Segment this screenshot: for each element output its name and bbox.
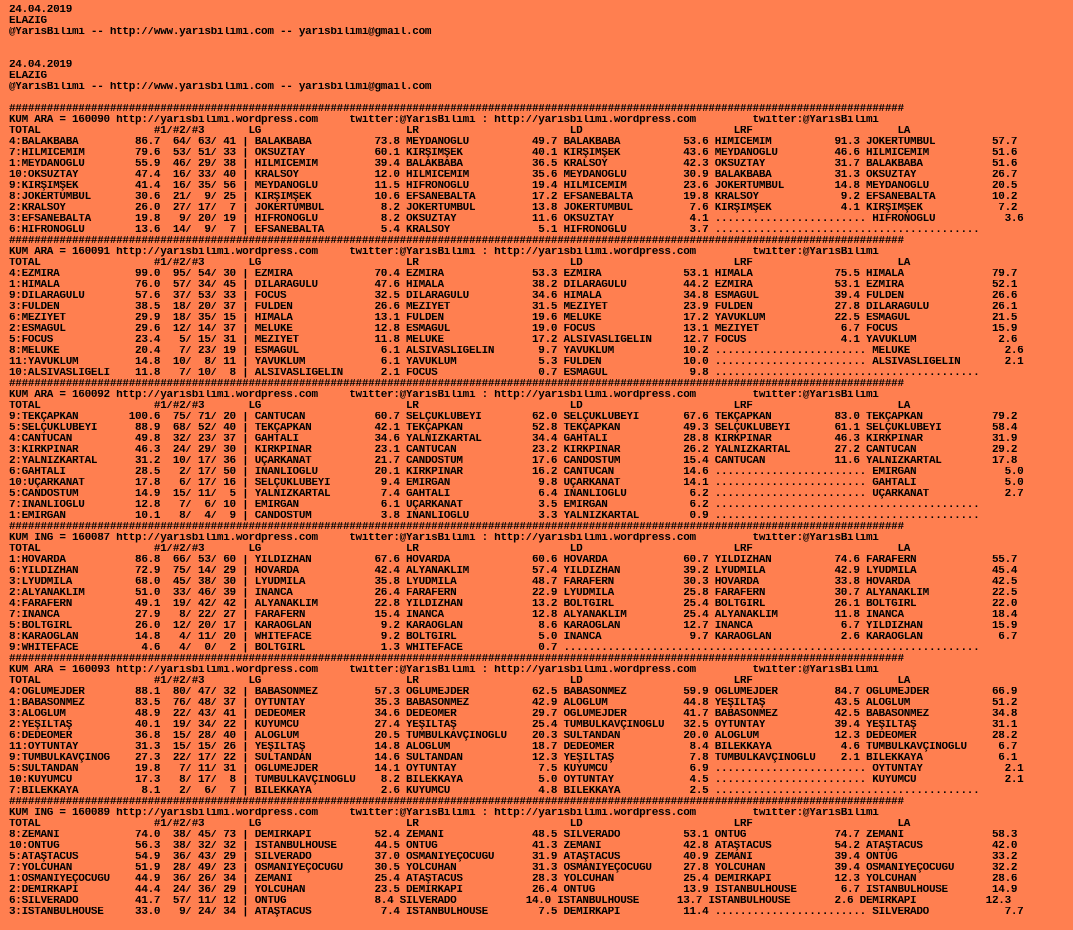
horse-row: 8:MELUKE 20.4 7/ 23/ 19 | ESMAGUL 6.1 ALSIVASLIGELİN 9.7 YAVUKLUM 10.2 ........................ MELUKE 2.6 <box>9 346 1024 357</box>
race-header: KUM ARA = 160090 http://yarisbilimi.wordpress.com twitter:@YarisBilimi : http://yarisbilimi.wordpress.com twitter:@YarisBilimi <box>9 115 879 126</box>
horse-row: 3:İSTANBULHOUSE 33.0 9/ 24/ 34 | ATAŞTACUS 7.4 İSTANBULHOUSE 7.5 DEMİRKAPI 11.4 ........................ SILVERADO 7.7 <box>9 907 1024 918</box>
report-line: ELAZIG <box>9 71 47 82</box>
race-header: KUM ING = 160087 http://yarisbilimi.wordpress.com twitter:@YarisBilimi : http://yarisbilimi.wordpress.com twitter:@YarisBilimi <box>9 533 879 544</box>
column-header: TOTAL #1/#2/#3 LG LR LD LRF LA <box>9 401 911 412</box>
horse-row: 9:TUMBULKAVÇİNOĞ 27.3 22/ 17/ 22 | SULTANDAN 14.6 SULTANDAN 12.3 YEŞİLTAŞ 7.8 TUMBULKAVÇİNOĞLU 2.1 BİLEKKAYA 6.1 <box>9 753 1018 764</box>
horse-row: 6:MEZİYET 29.9 18/ 35/ 15 | HİMALA 13.1 FULDEN 19.6 MELUKE 17.2 YAVUKLUM 22.5 ESMAGUL 21.5 <box>9 313 1018 324</box>
section-separator: ############################################################################################################################################## <box>9 104 904 115</box>
horse-row: 10:KUYUMCU 17.3 8/ 17/ 8 | TUMBULKAVÇİNOĞLU 8.2 BİLEKKAYA 5.0 OYTUNTAY 4.5 ........................ KUYUMCU 2.1 <box>9 775 1024 786</box>
report-line: 24.04.2019 <box>9 5 73 16</box>
horse-row: 5:FOCUS 23.4 5/ 15/ 31 | MEZİYET 11.8 MELUKE 17.2 ALSIVASLIGELİN 12.7 FOCUS 4.1 YAVUKLUM 2.6 <box>9 335 1018 346</box>
horse-row: 1:OSMANİYEÇOCUĞU 44.9 36/ 26/ 34 | ZEMANİ 25.4 ATAŞTACUS 28.3 YOLCUHAN 25.4 DEMİRKAPI 12.3 YOLCUHAN 28.6 <box>9 874 1018 885</box>
report-line: ELAZIG <box>9 16 47 27</box>
section-separator: ############################################################################################################################################## <box>9 797 904 808</box>
horse-row: 1:MEYDANOĞLU 55.9 46/ 29/ 38 | HİLMİCEMİM 39.4 BALAKBABA 36.5 KRALSOY 42.3 OKSÜZTAY 31.7 BALAKBABA 51.6 <box>9 159 1018 170</box>
horse-row: 3:FULDEN 38.5 18/ 20/ 37 | FULDEN 26.6 MEZİYET 31.5 MEZİYET 23.9 FULDEN 27.8 DİLARAGÜLÜ 26.1 <box>9 302 1018 313</box>
blank-line <box>9 38 1073 49</box>
horse-row: 7:YOLCUHAN 51.9 28/ 49/ 23 | OSMANİYEÇOCUĞU 30.5 YOLCUHAN 31.3 OSMANİYEÇOCUĞU 27.8 YOLCUHAN 39.4 OSMANİYEÇOCUĞU 32.2 <box>9 863 1018 874</box>
race-header: KUM ARA = 160093 http://yarisbilimi.wordpress.com twitter:@YarisBilimi : http://yarisbilimi.wordpress.com twitter:@YarisBilimi <box>9 665 879 676</box>
horse-row: 8:JOKERTUMBUL 30.6 21/ 9/ 25 | KIRŞIMŞEK 10.6 EFSANEBALTA 17.2 EFSANEBALTA 19.8 KRALSOY 9.2 EFSANEBALTA 10.2 <box>9 192 1018 203</box>
horse-row: 10:UÇARKANAT 17.8 6/ 17/ 16 | SELÇUKLUBEYİ 9.4 EMİRGAN 9.8 UÇARKANAT 14.1 ........................ GAHTALI 5.0 <box>9 478 1024 489</box>
horse-row: 5:SELÇUKLUBEYİ 88.9 68/ 52/ 40 | TEKÇAPKAN 42.1 TEKÇAPKAN 52.8 TEKÇAPKAN 49.3 SELÇUKLUBEYİ 61.1 SELÇUKLUBEYİ 58.4 <box>9 423 1018 434</box>
horse-row: 10:ALSIVASLIGELİ 11.8 7/ 10/ 8 | ALSIVASLIGELİN 2.1 FOCUS 0.7 ESMAGUL 9.8 .......................................... <box>9 368 980 379</box>
section-separator: ############################################################################################################################################## <box>9 236 904 247</box>
horse-row: 6:HİFRONOĞLU 13.6 14/ 9/ 7 | EFSANEBALTA 5.4 KRALSOY 5.1 HİFRONOĞLU 3.7 .......................................... <box>9 225 980 236</box>
horse-row: 4:EZMİRA 99.0 95/ 54/ 30 | EZMİRA 70.4 EZMİRA 53.3 EZMİRA 53.1 HİMALA 75.5 HİMALA 79.7 <box>9 269 1018 280</box>
race-header: KUM ARA = 160092 http://yarisbilimi.wordpress.com twitter:@YarisBilimi : http://yarisbilimi.wordpress.com twitter:@YarisBilimi <box>9 390 879 401</box>
horse-row: 2:ESMAGUL 29.6 12/ 14/ 37 | MELUKE 12.8 ESMAGUL 19.0 FOCUS 13.1 MEZİYET 6.7 FOCUS 15.9 <box>9 324 1018 335</box>
horse-row: 5:CANDOSTUM 14.9 15/ 11/ 5 | YALNIZKARTAL 7.4 GAHTALI 6.4 İNANLIOĞLU 6.2 ........................ UÇARKANAT 2.7 <box>9 489 1024 500</box>
horse-row: 8:ZEMANİ 74.0 38/ 45/ 73 | DEMİRKAPI 52.4 ZEMANİ 48.5 SILVERADO 53.1 ONTUĞ 74.7 ZEMANİ 58.3 <box>9 830 1018 841</box>
horse-row: 5:BOLTGIRL 26.0 12/ 20/ 17 | KARAOĞLAN 9.2 KARAOĞLAN 8.6 KARAOĞLAN 12.7 İNANCA 6.7 YILDIZHAN 15.9 <box>9 621 1018 632</box>
horse-row: 6:DEDEÖMER 36.8 15/ 28/ 40 | ALOGLUM 20.5 TUMBULKAVÇİNOĞLU 20.3 SULTANDAN 20.0 ALOGLUM 12.3 DEDEÖMER 28.2 <box>9 731 1018 742</box>
horse-row: 3:EFSANEBALTA 19.8 9/ 20/ 19 | HİFRONOĞLU 8.2 OKSÜZTAY 11.6 OKSÜZTAY 4.1 ........................ HİFRONOĞLU 3.6 <box>9 214 1024 225</box>
column-header: TOTAL #1/#2/#3 LG LR LD LRF LA <box>9 819 911 830</box>
column-header: TOTAL #1/#2/#3 LG LR LD LRF LA <box>9 544 911 555</box>
horse-row: 11:OYTUNTAY 31.3 15/ 15/ 26 | YEŞİLTAŞ 14.8 ALOGLUM 18.7 DEDEÖMER 8.4 BİLEKKAYA 4.6 TUMBULKAVÇİNOĞLU 6.7 <box>9 742 1018 753</box>
horse-row: 1:EMİRGAN 10.1 8/ 4/ 9 | CANDOSTUM 3.8 İNANLIOĞLU 3.3 YALNIZKARTAL 0.9 .......................................... <box>9 511 980 522</box>
blank-line <box>9 49 1073 60</box>
horse-row: 6:YILDIZHAN 72.9 75/ 14/ 29 | HOVARDA 42.4 ALYANAKLIM 57.4 YILDIZHAN 39.2 LYUDMILA 42.9 LYUDMILA 45.4 <box>9 566 1018 577</box>
horse-row: 11:YAVUKLUM 14.8 10/ 8/ 11 | YAVUKLUM 6.1 YAVUKLUM 5.3 FULDEN 10.0 ........................ ALSIVASLIGELİN 2.1 <box>9 357 1024 368</box>
horse-row: 1:HİMALA 76.0 57/ 34/ 45 | DİLARAGÜLÜ 47.6 HİMALA 38.2 DİLARAGÜLÜ 44.2 EZMİRA 53.1 EZMİRA 52.1 <box>9 280 1018 291</box>
report-line: @YarisBilimi -- http://www.yarisbilimi.com -- yarisbilimi@gmail.com <box>9 82 432 93</box>
horse-row: 2:DEMİRKAPI 44.4 24/ 36/ 29 | YOLCUHAN 23.5 DEMİRKAPI 26.4 ONTUĞ 13.9 İSTANBULHOUSE 6.7 İSTANBULHOUSE 14.9 <box>9 885 1018 896</box>
column-header: TOTAL #1/#2/#3 LG LR LD LRF LA <box>9 126 911 137</box>
horse-row: 2:KRALSOY 26.0 27/ 17/ 7 | JOKERTUMBUL 8.2 JOKERTUMBUL 13.8 JOKERTUMBUL 7.6 KIRŞIMŞEK 4.1 KIRŞIMŞEK 7.2 <box>9 203 1018 214</box>
horse-row: 2:ALYANAKLIM 51.0 33/ 46/ 39 | İNANCA 26.4 FARAFERN 22.9 LYUDMILA 25.8 FARAFERN 30.7 ALYANAKLIM 22.5 <box>9 588 1018 599</box>
horse-row: 5:SULTANDAN 19.8 7/ 11/ 31 | OĞLUMEJDER 14.1 OYTUNTAY 7.5 KUYUMCU 6.9 ........................ OYTUNTAY 2.1 <box>9 764 1024 775</box>
horse-row: 3:LYUDMILA 68.0 45/ 38/ 30 | LYUDMILA 35.8 LYUDMILA 48.7 FARAFERN 30.3 HOVARDA 33.8 HOVARDA 42.5 <box>9 577 1018 588</box>
column-header: TOTAL #1/#2/#3 LG LR LD LRF LA <box>9 676 911 687</box>
report-line: @YarisBilimi -- http://www.yarisbilimi.com -- yarisbilimi@gmail.com <box>9 27 432 38</box>
horse-row: 9:DİLARAGÜLÜ 57.6 37/ 53/ 33 | FOCUS 32.5 DİLARAGÜLÜ 34.6 HİMALA 34.8 ESMAGUL 39.4 FULDEN 26.6 <box>9 291 1018 302</box>
section-separator: ############################################################################################################################################## <box>9 654 904 665</box>
horse-row: 9:TEKÇAPKAN 100.6 75/ 71/ 20 | CANTUCAN 60.7 SELÇUKLUBEYİ 62.0 SELÇUKLUBEYİ 67.6 TEKÇAPKAN 83.0 TEKÇAPKAN 79.2 <box>9 412 1018 423</box>
horse-row: 7:İNANCA 27.9 8/ 22/ 27 | FARAFERN 15.4 İNANCA 12.8 ALYANAKLIM 25.4 ALYANAKLIM 11.8 İNANCA 18.4 <box>9 610 1018 621</box>
horse-row: 6:GAHTALI 28.5 2/ 17/ 50 | İNANLIOĞLU 20.1 KIRKPINAR 16.2 CANTUCAN 14.6 ........................ EMİRGAN 5.0 <box>9 467 1024 478</box>
horse-row: 9:WHITEFACE 4.6 4/ 0/ 2 | BOLTGIRL 1.3 WHITEFACE 0.7 .................................................................. <box>9 643 980 654</box>
horse-row: 2:YEŞİLTAŞ 40.1 19/ 34/ 22 | KUYUMCU 27.4 YEŞİLTAŞ 25.4 TUMBULKAVÇİNOĞLU 32.5 OYTUNTAY 39.4 YEŞİLTAŞ 31.1 <box>9 720 1018 731</box>
horse-row: 7:İNANLIOĞLU 12.8 7/ 6/ 10 | EMİRGAN 6.1 UÇARKANAT 3.5 EMİRGAN 6.2 .......................................... <box>9 500 980 511</box>
column-header: TOTAL #1/#2/#3 LG LR LD LRF LA <box>9 258 911 269</box>
report-line: 24.04.2019 <box>9 60 73 71</box>
horse-row: 7:BİLEKKAYA 8.1 2/ 6/ 7 | BİLEKKAYA 2.6 KUYUMCU 4.8 BİLEKKAYA 2.5 .......................................... <box>9 786 980 797</box>
horse-row: 4:FARAFERN 49.1 19/ 42/ 42 | ALYANAKLIM 22.8 YILDIZHAN 13.2 BOLTGIRL 25.4 BOLTGIRL 26.1 BOLTGIRL 22.0 <box>9 599 1018 610</box>
race-header: KUM ARA = 160091 http://yarisbilimi.wordpress.com twitter:@YarisBilimi : http://yarisbilimi.wordpress.com twitter:@YarisBilimi <box>9 247 879 258</box>
horse-row: 4:OĞLUMEJDER 88.1 80/ 47/ 32 | BABASÖNMEZ 57.3 OĞLUMEJDER 62.5 BABASÖNMEZ 59.9 OĞLUMEJDER 84.7 OĞLUMEJDER 66.9 <box>9 687 1018 698</box>
race-header: KUM ING = 160089 http://yarisbilimi.wordpress.com twitter:@YarisBilimi : http://yarisbilimi.wordpress.com twitter:@YarisBilimi <box>9 808 879 819</box>
horse-row: 1:HOVARDA 86.8 66/ 53/ 60 | YILDIZHAN 67.6 HOVARDA 60.6 HOVARDA 60.7 YILDIZHAN 74.6 FARAFERN 55.7 <box>9 555 1018 566</box>
horse-row: 9:KIRŞIMŞEK 41.4 16/ 35/ 56 | MEYDANOĞLU 11.5 HİFRONOĞLU 19.4 HİLMİCEMİM 23.6 JOKERTUMBUL 14.8 MEYDANOĞLU 20.5 <box>9 181 1018 192</box>
horse-row: 5:ATAŞTACUS 54.9 36/ 43/ 29 | SILVERADO 37.0 OSMANİYEÇOCUĞU 31.9 ATAŞTACUS 40.9 ZEMANİ 39.4 ONTUĞ 33.2 <box>9 852 1018 863</box>
horse-row: 4:CANTUCAN 49.8 32/ 23/ 37 | GAHTALI 34.6 YALNIZKARTAL 34.4 GAHTALI 28.8 KIRKPINAR 46.3 KIRKPINAR 31.9 <box>9 434 1018 445</box>
horse-row: 7:HİLMİCEMİM 79.6 53/ 51/ 33 | OKSÜZTAY 60.1 KIRŞIMŞEK 40.1 KIRŞIMŞEK 43.6 MEYDANOĞLU 46.6 HİLMİCEMİM 51.6 <box>9 148 1018 159</box>
horse-row: 3:ALOGLUM 48.9 22/ 43/ 41 | DEDEÖMER 34.6 DEDEÖMER 29.7 OĞLUMEJDER 41.7 BABASÖNMEZ 42.5 BABASÖNMEZ 34.8 <box>9 709 1018 720</box>
horse-row: 6:SILVERADO 41.7 57/ 11/ 12 | ONTUĞ 8.4 SILVERADO 14.0 İSTANBULHOUSE 13.7 İSTANBULHOUSE 2.6 DEMİRKAPI 12.3 <box>9 896 1011 907</box>
horse-row: 10:OKSÜZTAY 47.4 16/ 33/ 40 | KRALSOY 12.0 HİLMİCEMİM 35.6 MEYDANOĞLU 30.9 BALAKBABA 31.3 OKSÜZTAY 26.7 <box>9 170 1018 181</box>
horse-row: 3:KIRKPINAR 46.3 24/ 29/ 30 | KIRKPINAR 23.1 CANTUCAN 23.2 KIRKPINAR 26.2 YALNIZKARTAL 27.2 CANTUCAN 29.2 <box>9 445 1018 456</box>
section-separator: ############################################################################################################################################## <box>9 522 904 533</box>
horse-row: 2:YALNIZKARTAL 31.2 10/ 17/ 36 | UÇARKANAT 21.7 CANDOSTUM 17.6 CANDOSTUM 15.4 CANTUCAN 11.6 YALNIZKARTAL 17.8 <box>9 456 1018 467</box>
horse-row: 1:BABASÖNMEZ 83.5 76/ 48/ 37 | OYTUNTAY 35.3 BABASÖNMEZ 42.9 ALOGLUM 44.8 YEŞİLTAŞ 43.5 ALOGLUM 51.2 <box>9 698 1018 709</box>
horse-row: 4:BALAKBABA 86.7 64/ 63/ 41 | BALAKBABA 73.8 MEYDANOĞLU 49.7 BALAKBABA 53.6 HİMİCEMİM 91.3 JOKERTUMBUL 57.7 <box>9 137 1018 148</box>
section-separator: ############################################################################################################################################## <box>9 379 904 390</box>
blank-line <box>9 93 1073 104</box>
horse-row: 10:ONTUĞ 56.3 38/ 32/ 32 | İSTANBULHOUSE 44.5 ONTUĞ 41.3 ZEMANİ 42.8 ATAŞTACUS 54.2 ATAŞTACUS 42.0 <box>9 841 1018 852</box>
horse-row: 8:KARAOĞLAN 14.8 4/ 11/ 20 | WHITEFACE 9.2 BOLTGIRL 5.0 İNANCA 9.7 KARAOĞLAN 2.6 KARAOĞLAN 6.7 <box>9 632 1018 643</box>
